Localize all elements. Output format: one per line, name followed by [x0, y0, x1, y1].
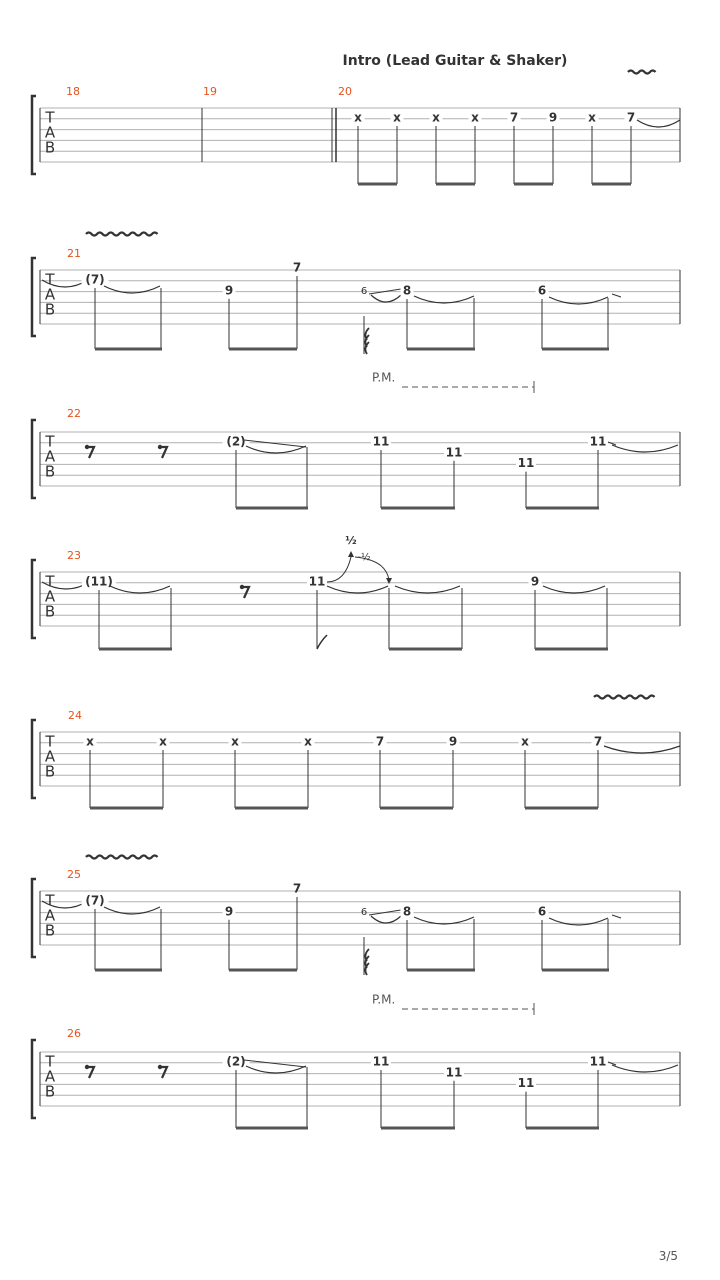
fret-number: (7): [85, 272, 105, 287]
fret-number: 11: [372, 1054, 390, 1069]
fret-number: 9: [224, 904, 234, 919]
tie-arc: [543, 586, 605, 593]
measure-number: 19: [203, 85, 217, 98]
vibrato-mark: [86, 233, 158, 236]
fret-number: x: [86, 734, 94, 749]
system-bracket: [32, 96, 36, 174]
tab-clef-letter: A: [44, 285, 56, 304]
beam: [542, 348, 609, 351]
system-bracket: [32, 879, 36, 957]
fret-number: x: [393, 110, 401, 125]
measure-number: 23: [67, 549, 81, 562]
fret-number: x: [521, 734, 529, 749]
tab-clef-letter: B: [44, 138, 56, 157]
tab-clef-letter: T: [45, 432, 55, 451]
tie-arc: [395, 586, 460, 593]
measure-number: 24: [68, 709, 82, 722]
fret-number: 11: [517, 1076, 535, 1091]
tie-arc: [612, 1065, 678, 1072]
system-bracket: [32, 258, 36, 336]
fret-number: x: [588, 110, 596, 125]
beam: [229, 969, 297, 972]
system-bracket: [32, 560, 36, 638]
fret-number: 9: [448, 734, 458, 749]
slide-line: [244, 1060, 306, 1067]
beam: [358, 183, 397, 186]
beam: [592, 183, 631, 186]
release-amount-label: -½: [357, 552, 371, 563]
measure-number: 21: [67, 247, 81, 260]
fret-number: 9: [224, 283, 234, 298]
page-number: 3/5: [658, 1249, 678, 1263]
section-title: Intro (Lead Guitar & Shaker): [342, 53, 568, 69]
tie-arc: [246, 1066, 306, 1073]
tie-arc: [327, 586, 388, 593]
bend-amount-label: ½: [345, 534, 357, 547]
fret-number: x: [304, 734, 312, 749]
fret-number: 8: [402, 904, 412, 919]
tab-clef-letter: T: [45, 891, 55, 910]
beam: [389, 648, 462, 651]
tab-clef-letter: T: [45, 732, 55, 751]
fret-number: (11): [85, 574, 113, 589]
fret-number: 6: [537, 283, 547, 298]
measure-number: 26: [67, 1027, 81, 1040]
beam: [526, 507, 599, 510]
fret-number: 11: [445, 445, 463, 460]
beam: [380, 807, 453, 810]
tab-clef-letter: B: [44, 602, 56, 621]
beam: [381, 1127, 455, 1130]
tab-clef-letter: A: [44, 906, 56, 925]
system-bracket: [32, 420, 36, 498]
fret-number: 11: [589, 434, 607, 449]
fret-number: x: [159, 734, 167, 749]
fret-number: x: [231, 734, 239, 749]
palm-mute-label: P.M.: [372, 992, 396, 1007]
fret-number: 11: [517, 456, 535, 471]
fret-number: 6: [537, 904, 547, 919]
measure-number: 20: [338, 85, 352, 98]
tie-arc: [110, 586, 170, 593]
beam: [526, 1127, 599, 1130]
fret-number: 11: [589, 1054, 607, 1069]
tab-clef-letter: B: [44, 1082, 56, 1101]
system-bracket: [32, 1040, 36, 1118]
beam: [381, 507, 455, 510]
beam: [90, 807, 163, 810]
fret-number: (2): [226, 1054, 246, 1069]
fret-number: 7: [292, 881, 302, 896]
beam: [236, 507, 308, 510]
fret-number: 7: [593, 734, 603, 749]
palm-mute-label: P.M.: [372, 370, 396, 385]
tab-clef-letter: A: [44, 747, 56, 766]
tie-arc: [604, 746, 680, 753]
rest-dot: [85, 445, 89, 449]
fret-number: x: [432, 110, 440, 125]
tab-clef-letter: B: [44, 462, 56, 481]
bend-arrow-up: [348, 551, 354, 557]
vibrato-mark: [86, 856, 158, 859]
fret-number: 11: [372, 434, 390, 449]
rest-dot: [240, 585, 244, 589]
fret-number: x: [354, 110, 362, 125]
beam: [436, 183, 475, 186]
slide-out: [612, 294, 621, 297]
rest-dot: [158, 445, 162, 449]
bend-curve: [327, 557, 351, 582]
measure-number: 25: [67, 868, 81, 881]
rest-dot: [158, 1065, 162, 1069]
fret-number: 11: [308, 574, 326, 589]
fret-number: (2): [226, 434, 246, 449]
slide-line: [244, 440, 306, 447]
fret-number: 7: [292, 260, 302, 275]
fret-number: 9: [530, 574, 540, 589]
beam: [525, 807, 598, 810]
tie-arc: [246, 446, 306, 453]
tab-clef-letter: B: [44, 762, 56, 781]
beam: [229, 348, 297, 351]
tab-clef-letter: T: [45, 1052, 55, 1071]
fret-number: 11: [445, 1065, 463, 1080]
vibrato-mark: [594, 696, 655, 699]
tab-clef-letter: B: [44, 921, 56, 940]
beam: [235, 807, 308, 810]
rest-dot: [85, 1065, 89, 1069]
fret-number: 9: [548, 110, 558, 125]
slide-out: [612, 915, 621, 918]
measure-number: 18: [66, 85, 80, 98]
tab-clef-letter: T: [45, 270, 55, 289]
grace-note: 6: [360, 286, 368, 297]
beam: [99, 648, 172, 651]
tab-clef-letter: A: [44, 587, 56, 606]
beam: [95, 348, 162, 351]
beam: [407, 969, 475, 972]
system-bracket: [32, 720, 36, 798]
fret-number: (7): [85, 893, 105, 908]
flag: [317, 635, 327, 649]
fret-number: 7: [626, 110, 636, 125]
fret-number: 7: [509, 110, 519, 125]
beam: [407, 348, 475, 351]
measure-number: 22: [67, 407, 81, 420]
tab-clef-letter: A: [44, 123, 56, 142]
tie-arc: [637, 120, 680, 127]
beam: [514, 183, 553, 186]
tie-arc: [371, 295, 401, 302]
vibrato-mark: [628, 71, 656, 74]
tab-clef-letter: A: [44, 1067, 56, 1086]
tab-clef-letter: B: [44, 300, 56, 319]
fret-number: 8: [402, 283, 412, 298]
beam: [542, 969, 609, 972]
fret-number: x: [471, 110, 479, 125]
beam: [236, 1127, 308, 1130]
fret-number: 7: [375, 734, 385, 749]
tie-arc: [549, 297, 608, 304]
grace-note: 6: [360, 907, 368, 918]
tie-arc: [371, 916, 401, 923]
tab-clef-letter: T: [45, 572, 55, 591]
tab-clef-letter: T: [45, 108, 55, 127]
beam: [95, 969, 162, 972]
tab-clef-letter: A: [44, 447, 56, 466]
tie-arc: [612, 445, 678, 452]
beam: [535, 648, 608, 651]
tie-arc: [549, 918, 608, 925]
